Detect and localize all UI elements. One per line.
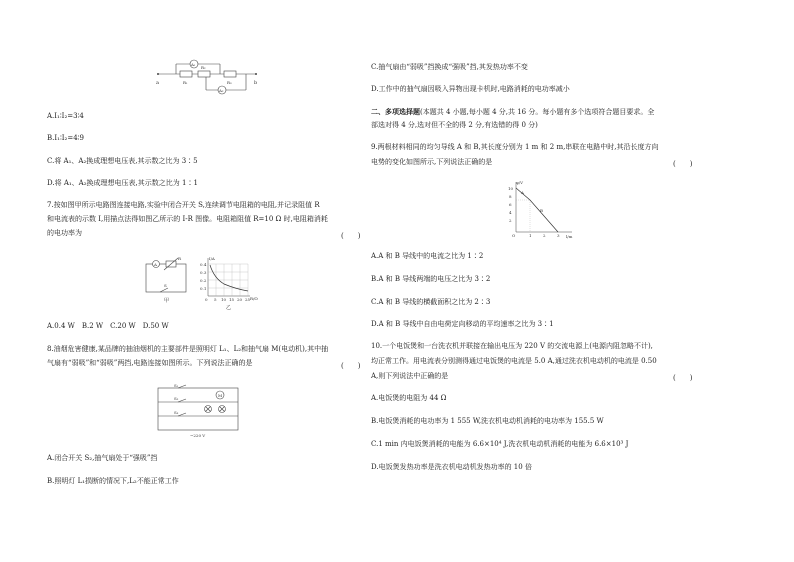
q6-option-d: D.将 A₁、A₂换成理想电压表,其示数之比为 1∶1 <box>47 179 198 187</box>
q9-option-a: A.A 和 B 导线中的电流之比为 1∶2 <box>371 252 484 260</box>
fig9-ytick: 10 <box>508 186 514 191</box>
circuit-diagram-q6 <box>150 54 270 102</box>
q10-stem-line3: A,则下列说法中正确的是 <box>371 372 449 380</box>
fig7-xtick: 10 <box>221 297 227 302</box>
fig9-ytick: 2 <box>509 218 512 223</box>
fig9-xtick: 1 <box>529 233 532 238</box>
fig8-s3: S₃ <box>174 410 179 415</box>
q8-option-c: C.抽气扇由“弱吸”挡换成“强吸”挡,其发热功率不变 <box>371 63 528 71</box>
q7-figures <box>140 254 270 314</box>
fig7-ytick: 0.1 <box>200 286 207 291</box>
fig8-source: ~220 V <box>190 433 206 438</box>
fig7-xtick: 15 <box>229 297 235 302</box>
q9-stem-line1: 9.两根材料相同的均匀导线 A 和 B,其长度分别为 1 m 和 2 m,串联在电路中时,其沿长度方向 <box>371 143 659 151</box>
q9-answer-paren: ( ) <box>673 160 693 168</box>
fig9-label-b: B <box>540 208 543 213</box>
fig9-xtick: 3 <box>557 233 560 238</box>
q8-stem-line2: 气扇有“弱吸”和“弱吸”两挡,电路连接如图所示。下列说法正确的是 <box>47 359 253 367</box>
ammeter-a2-label: A₂ <box>219 88 224 93</box>
ammeter-a1-label: A₁ <box>191 62 196 67</box>
fig9-label-a: A <box>521 190 524 195</box>
q10-option-a: A.电饭煲的电阻为 44 Ω <box>371 394 447 402</box>
q10-option-d: D.电饭煲发热功率是洗衣机电动机发热功率的 10 倍 <box>371 463 532 471</box>
fig8-s1: S₁ <box>174 383 179 388</box>
resistor-r2-label: R₂ <box>201 65 206 70</box>
fig7-ylabel: I/A <box>209 256 215 261</box>
resistor-r1-label: R₁ <box>183 80 188 85</box>
q8-circuit-diagram <box>150 382 250 442</box>
fig8-motor: M <box>218 393 223 398</box>
q9-option-c: C.A 和 B 导线的横截面积之比为 2∶3 <box>371 298 491 306</box>
fig9-xtick: 2 <box>543 233 546 238</box>
section2-header <box>371 107 654 117</box>
fig7-ytick: 0.3 <box>200 270 207 275</box>
fig9-ytick: 8 <box>509 194 512 199</box>
section2-instructions-line1: (本题共 4 小题,每小题 4 分,共 16 分。每小题有多个选项符合题目要求。全 <box>420 108 655 116</box>
resistor-r3-label: R₃ <box>227 80 232 85</box>
node-b-label: b <box>254 80 258 86</box>
q7-stem-line1: 7.按如图甲所示电路图连接电路,实验中闭合开关 S,连续调节电阻箱的电阻,并记录阻值 R <box>47 201 320 209</box>
q6-option-c: C.将 A₁、A₂换成理想电压表,其示数之比为 3∶5 <box>47 157 198 165</box>
q7-stem-line2: 和电流表的示数 I,用描点法得如图乙所示的 I-R 图像。电阻箱阻值 R=10 Ω 时,电阻箱消耗 <box>47 215 328 223</box>
q8-option-b: B.照明灯 L₁损断的情况下,L₂不能正常工作 <box>47 477 179 485</box>
q7-stem-line3: 的电功率为 <box>47 229 82 237</box>
fig7-ytick: 0.4 <box>200 262 207 267</box>
node-a-label: a <box>156 80 159 86</box>
fig9-xlabel: l/m <box>566 234 573 239</box>
q10-answer-paren: ( ) <box>673 374 693 382</box>
q10-option-c: C.1 min 内电饭煲消耗的电能为 6.6×10⁴ J,洗衣机电动机消耗的电能为 6.6×10³ J <box>371 440 629 448</box>
fig9-ytick: 4 <box>509 210 512 215</box>
fig7-xlabel: R/Ω <box>250 296 258 301</box>
fig7-resistor-label: R <box>178 256 182 261</box>
fig9-ytick: 6 <box>509 202 512 207</box>
fig7-xtick: 5 <box>214 297 217 302</box>
q8-option-d: D.工作中的抽气扇因吸入异物出现卡机时,电路消耗的电功率减小 <box>371 85 570 93</box>
q7-options: A.0.4 W B.2 W C.20 W D.50 W <box>47 322 169 330</box>
fig7-label-yi: 乙 <box>226 305 232 311</box>
q8-option-a: A.闭合开关 S₂,抽气扇处于“强吸”挡 <box>47 454 158 462</box>
fig7-origin: 0 <box>205 297 208 302</box>
section2-title: 二、多项选择题 <box>371 107 420 116</box>
fig9-ylabel: φ/V <box>516 180 524 185</box>
q9-potential-graph <box>500 178 576 240</box>
q8-answer-paren: ( ) <box>341 362 361 370</box>
q8-stem-line1: 8.油烟危害健康,某品牌的抽油烟机的主要部件是照明灯 L₁、L₂和抽气扇 M(电动机),其中抽 <box>47 345 329 353</box>
fig7-ytick: 0.2 <box>200 278 207 283</box>
q7-answer-paren: ( ) <box>341 232 361 240</box>
q10-option-b: B.电饭煲消耗的电功率为 1 555 W,洗衣机电动机消耗的电功率为 155.5 W <box>371 417 604 425</box>
fig8-s2: S₂ <box>174 396 179 401</box>
fig7-xtick: 25 <box>245 297 251 302</box>
section2-instructions-line2: 部选对得 4 分,选对但不全的得 2 分,有选错的得 0 分) <box>371 121 538 129</box>
q9-option-d: D.A 和 B 导线中自由电荷定向移动的平均速率之比为 3∶1 <box>371 320 554 328</box>
q9-option-b: B.A 和 B 导线两端的电压之比为 3∶2 <box>371 275 491 283</box>
fig7-ammeter-label: A <box>154 262 157 267</box>
fig7-switch-label: S <box>164 283 167 288</box>
q10-stem-line1: 10.一个电饭煲和一台洗衣机并联接在输出电压为 220 V 的交流电源上(电源内阻忽略不计), <box>371 342 653 350</box>
fig9-origin: O <box>512 233 516 238</box>
q6-option-a: A.I₁∶I₂=3∶4 <box>47 112 84 120</box>
fig7-label-jia: 甲 <box>164 298 170 304</box>
q9-stem-line2: 电势的变化如图所示,下列说法正确的是 <box>371 158 493 166</box>
fig7-xtick: 20 <box>237 297 243 302</box>
q6-option-b: B.I₁∶I₂=4∶9 <box>47 134 84 142</box>
q10-stem-line2: 均正常工作。用电流表分别测得通过电饭煲的电流是 5.0 A,通过洗衣机电动机的电流是 0.50 <box>371 357 657 365</box>
